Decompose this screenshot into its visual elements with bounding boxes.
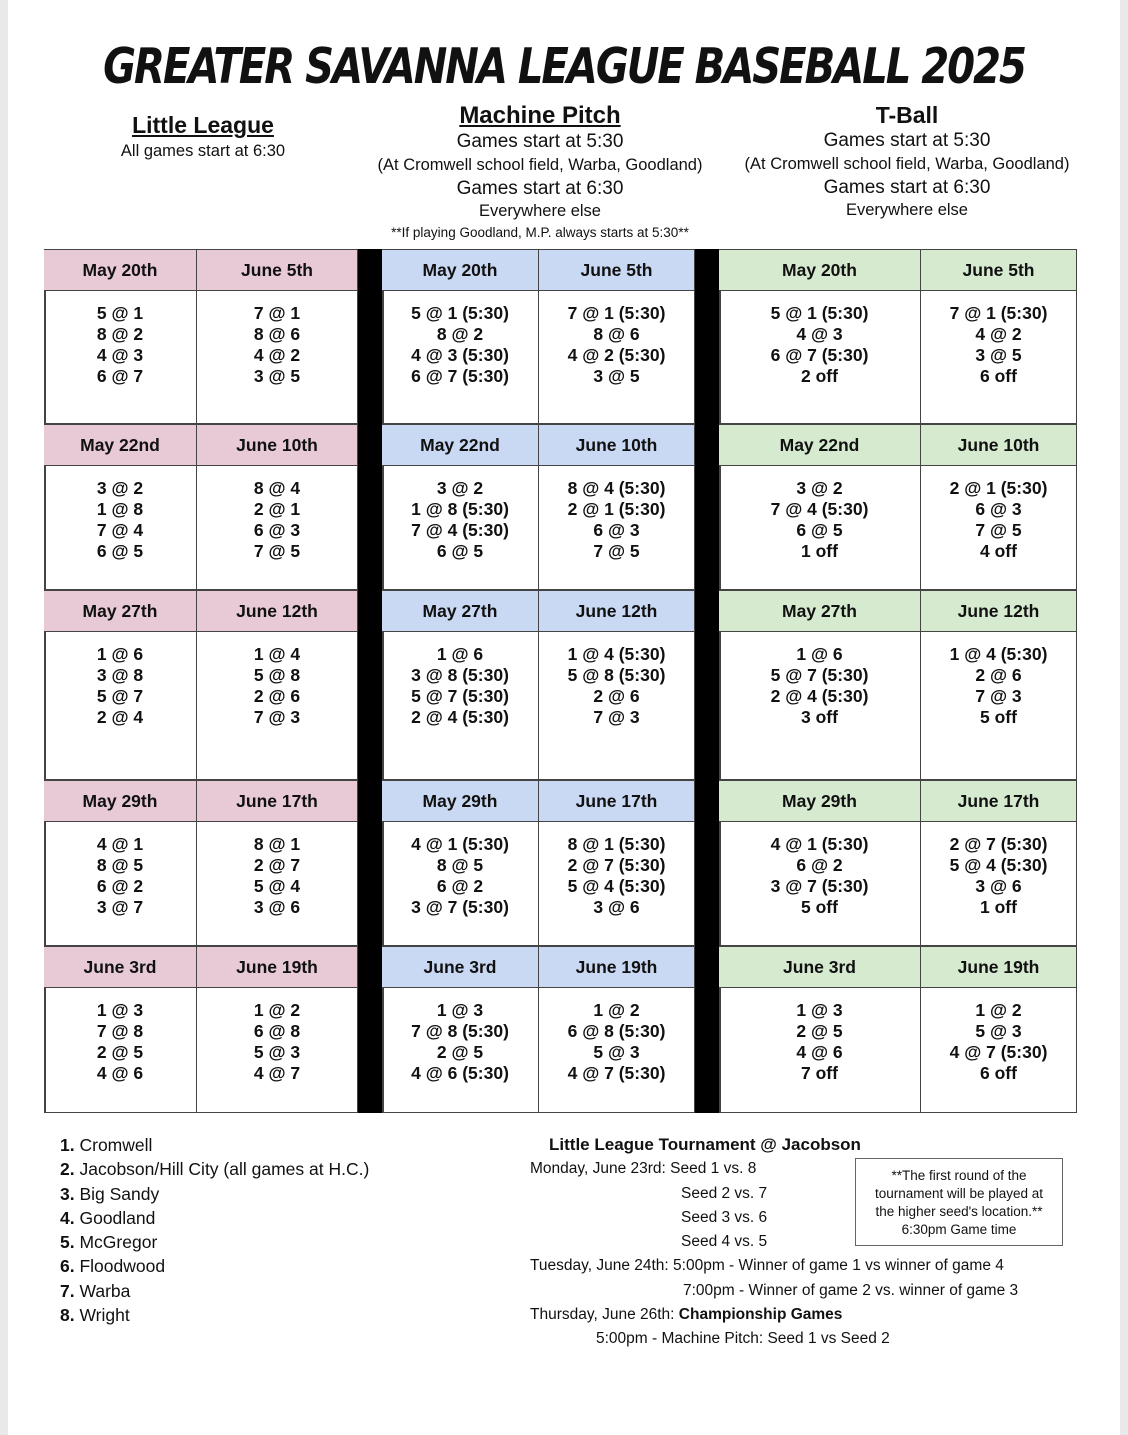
games-cell	[382, 466, 539, 590]
team-item	[60, 1303, 369, 1327]
game-matchup: 7 @ 4 (5:30)	[770, 499, 869, 519]
game-matchup: 5 @ 1 (5:30)	[770, 303, 869, 323]
machine-pitch-heading: Machine Pitch	[459, 102, 621, 129]
games-cell	[382, 822, 539, 946]
game-matchup: 4 @ 3 (5:30)	[411, 345, 509, 365]
games-cell	[539, 822, 695, 946]
game-matchup: 7 @ 8	[96, 1021, 144, 1041]
page-title: GREATER SAVANNA LEAGUE BASEBALL 2025	[103, 38, 1025, 95]
game-matchup: 2 @ 7	[253, 855, 301, 875]
note-line: 6:30pm Game time	[901, 1222, 1017, 1237]
team-item	[60, 1254, 369, 1278]
game-matchup: 7 @ 3	[593, 707, 640, 727]
game-matchup: 1 @ 4	[253, 644, 301, 664]
game-matchup: 1 @ 2	[593, 1000, 640, 1020]
games-cell	[44, 466, 197, 590]
game-matchup: 5 @ 4	[253, 876, 301, 896]
game-matchup: 6 @ 3	[253, 520, 301, 540]
team-name: McGregor	[79, 1232, 158, 1253]
game-matchup: 6 off	[980, 366, 1017, 386]
column-divider	[358, 249, 382, 1113]
game-matchup: 3 @ 7 (5:30)	[411, 897, 509, 917]
game-matchup: 1 @ 6	[796, 644, 843, 664]
game-matchup: 8 @ 1 (5:30)	[567, 834, 666, 854]
game-matchup: 2 @ 5	[436, 1042, 484, 1062]
game-matchup: 2 @ 7 (5:30)	[567, 855, 666, 875]
date-header: June 19th	[539, 946, 695, 988]
little-league-heading: Little League	[132, 112, 274, 138]
seed-matchup: Seed 4 vs. 5	[681, 1233, 768, 1251]
games-cell	[44, 291, 197, 424]
machine-pitch-line2: (At Cromwell school field, Warba, Goodland)	[377, 155, 703, 174]
team-item	[60, 1279, 369, 1303]
team-number: 6.	[60, 1256, 75, 1277]
machine-pitch-line1: Games start at 5:30	[456, 131, 624, 152]
team-number: 5.	[60, 1232, 75, 1253]
team-item	[60, 1206, 369, 1230]
game-matchup: 5 @ 8 (5:30)	[567, 665, 666, 685]
team-name: Warba	[79, 1280, 131, 1301]
little-league-header	[60, 112, 346, 161]
game-matchup: 1 @ 2	[975, 1000, 1022, 1020]
game-matchup: 2 @ 4	[96, 707, 144, 727]
game-matchup: 4 @ 2	[253, 345, 301, 365]
team-name: Cromwell	[79, 1135, 153, 1155]
game-matchup: 3 @ 7 (5:30)	[770, 876, 869, 896]
games-cell	[719, 632, 921, 780]
date-header: June 17th	[539, 780, 695, 822]
games-cell	[382, 988, 539, 1113]
team-number: 7.	[60, 1280, 75, 1301]
game-matchup: 2 off	[801, 366, 838, 386]
game-matchup: 1 @ 3	[436, 1000, 484, 1020]
game-matchup: 7 @ 8 (5:30)	[411, 1021, 509, 1041]
date-header: June 19th	[197, 946, 358, 988]
team-item	[60, 1157, 369, 1181]
tuesday-label: Tuesday, June 24th:	[530, 1257, 669, 1275]
game-matchup: 8 @ 6	[593, 324, 640, 344]
game-matchup: 4 @ 1	[96, 834, 144, 854]
game-matchup: 3 @ 6	[975, 876, 1022, 896]
game-matchup: 2 @ 1 (5:30)	[949, 478, 1048, 498]
date-header: June 12th	[197, 590, 358, 632]
games-cell	[197, 632, 358, 780]
machine-pitch-line4: Everywhere else	[479, 202, 601, 220]
date-header: June 10th	[197, 424, 358, 466]
game-matchup: 7 @ 1 (5:30)	[567, 303, 666, 323]
games-cell	[539, 632, 695, 780]
games-cell	[719, 466, 921, 590]
date-header: June 5th	[921, 249, 1077, 291]
game-matchup: 4 @ 1 (5:30)	[770, 834, 869, 854]
date-header: May 22nd	[382, 424, 539, 466]
game-matchup: 5 @ 8	[253, 665, 301, 685]
game-matchup: 4 @ 6 (5:30)	[411, 1063, 509, 1083]
team-name: Big Sandy	[79, 1183, 160, 1204]
date-header: May 27th	[382, 590, 539, 632]
game-matchup: 8 @ 5	[96, 855, 144, 875]
date-header: May 20th	[719, 249, 921, 291]
game-matchup: 8 @ 2	[96, 324, 144, 344]
game-matchup: 3 @ 5	[253, 366, 301, 386]
game-matchup: 7 @ 4 (5:30)	[411, 520, 509, 540]
game-matchup: 6 @ 3	[975, 499, 1022, 519]
games-cell	[197, 822, 358, 946]
date-header: June 3rd	[382, 946, 539, 988]
team-number: 4.	[60, 1207, 75, 1228]
game-matchup: 5 @ 7 (5:30)	[770, 665, 869, 685]
game-matchup: 7 @ 4	[96, 520, 144, 540]
game-matchup: 1 @ 6	[436, 644, 484, 664]
game-matchup: 4 off	[980, 541, 1017, 561]
machine-pitch-header	[355, 102, 725, 243]
game-matchup: 3 off	[801, 707, 838, 727]
game-matchup: 1 @ 4 (5:30)	[567, 644, 666, 664]
date-header: May 29th	[44, 780, 197, 822]
games-cell	[539, 988, 695, 1113]
game-matchup: 2 @ 6	[975, 665, 1022, 685]
game-matchup: 3 @ 8	[96, 665, 144, 685]
games-cell	[382, 291, 539, 424]
schedule-grid	[44, 249, 1078, 1113]
game-matchup: 4 @ 6	[96, 1063, 144, 1083]
game-matchup: 3 @ 6	[593, 897, 640, 917]
game-matchup: 6 @ 5	[436, 541, 484, 561]
game-matchup: 1 @ 8	[96, 499, 144, 519]
game-matchup: 5 @ 7 (5:30)	[411, 686, 509, 706]
games-cell	[44, 632, 197, 780]
game-matchup: 7 @ 5	[253, 541, 301, 561]
game-matchup: 7 @ 5	[975, 520, 1022, 540]
games-cell	[921, 466, 1077, 590]
team-number: 1.	[60, 1135, 75, 1155]
game-matchup: 4 @ 6	[796, 1042, 843, 1062]
game-matchup: 4 @ 2	[975, 324, 1022, 344]
game-matchup: 4 @ 7 (5:30)	[949, 1042, 1048, 1062]
games-cell	[921, 822, 1077, 946]
game-matchup: 3 @ 2	[436, 478, 484, 498]
tuesday-game: 7:00pm - Winner of game 2 vs. winner of game 3	[683, 1281, 1019, 1299]
game-matchup: 1 @ 6	[96, 644, 144, 664]
game-matchup: 8 @ 5	[436, 855, 484, 875]
column-divider	[695, 249, 719, 1113]
game-matchup: 7 @ 1 (5:30)	[949, 303, 1048, 323]
games-cell	[921, 291, 1077, 424]
game-matchup: 2 @ 6	[253, 686, 301, 706]
date-header: June 19th	[921, 946, 1077, 988]
championship-game: 5:00pm - Machine Pitch: Seed 1 vs Seed 2	[596, 1330, 890, 1348]
game-matchup: 2 @ 5	[96, 1042, 144, 1062]
game-matchup: 6 off	[980, 1063, 1017, 1083]
games-cell	[539, 291, 695, 424]
game-matchup: 3 @ 6	[253, 897, 301, 917]
game-matchup: 8 @ 1	[253, 834, 301, 854]
tball-line3: Games start at 6:30	[823, 176, 991, 198]
game-matchup: 6 @ 5	[96, 541, 144, 561]
date-header: June 17th	[197, 780, 358, 822]
game-matchup: 1 @ 4 (5:30)	[949, 644, 1048, 664]
game-matchup: 6 @ 2	[796, 855, 843, 875]
date-header: May 22nd	[719, 424, 921, 466]
game-matchup: 5 off	[980, 707, 1017, 727]
tball-line2: (At Cromwell school field, Warba, Goodland)	[744, 154, 1070, 173]
games-cell	[44, 822, 197, 946]
team-number: 2.	[60, 1159, 75, 1180]
tball-header	[722, 102, 1092, 222]
game-matchup: 8 @ 2	[436, 324, 484, 344]
game-matchup: 6 @ 7 (5:30)	[770, 345, 869, 365]
game-matchup: 1 off	[980, 897, 1017, 917]
game-matchup: 1 @ 3	[96, 1000, 144, 1020]
machine-pitch-line3: Games start at 6:30	[456, 177, 624, 199]
games-cell	[382, 632, 539, 780]
game-matchup: 2 @ 4 (5:30)	[411, 707, 509, 727]
seed-matchup: Seed 1 vs. 8	[670, 1160, 757, 1178]
games-cell	[197, 466, 358, 590]
team-name: Floodwood	[79, 1256, 166, 1277]
game-matchup: 6 @ 5	[796, 520, 843, 540]
game-matchup: 5 @ 3	[253, 1042, 301, 1062]
game-matchup: 3 @ 2	[796, 478, 843, 498]
game-matchup: 5 @ 3	[593, 1042, 640, 1062]
game-matchup: 1 @ 3	[796, 1000, 843, 1020]
game-matchup: 1 @ 8 (5:30)	[411, 499, 509, 519]
tball-line4: Everywhere else	[846, 201, 968, 219]
date-header: June 10th	[539, 424, 695, 466]
date-header: May 27th	[719, 590, 921, 632]
game-matchup: 8 @ 4 (5:30)	[567, 478, 666, 498]
date-header: May 20th	[382, 249, 539, 291]
championship-label: Championship Games	[678, 1306, 843, 1324]
team-number: 8.	[60, 1305, 75, 1326]
games-cell	[921, 988, 1077, 1113]
date-header: May 29th	[719, 780, 921, 822]
tball-heading: T-Ball	[875, 102, 939, 128]
game-matchup: 1 @ 2	[253, 1000, 301, 1020]
game-matchup: 3 @ 5	[975, 345, 1022, 365]
machine-pitch-note: **If playing Goodland, M.P. always starts at 5:30**	[391, 225, 689, 240]
game-matchup: 8 @ 6	[253, 324, 301, 344]
game-matchup: 8 @ 4	[253, 478, 301, 498]
game-matchup: 2 @ 6	[593, 686, 640, 706]
date-header: June 5th	[197, 249, 358, 291]
date-header: June 3rd	[719, 946, 921, 988]
tournament-title: Little League Tournament @ Jacobson	[549, 1135, 861, 1154]
game-matchup: 3 @ 7	[96, 897, 144, 917]
game-matchup: 6 @ 8	[253, 1021, 301, 1041]
games-cell	[197, 988, 358, 1113]
date-header: May 22nd	[44, 424, 197, 466]
game-matchup: 5 @ 1	[96, 303, 144, 323]
team-item	[60, 1182, 369, 1206]
game-matchup: 6 @ 2	[96, 876, 144, 896]
tournament-note-box	[855, 1158, 1063, 1246]
note-line: tournament will be played at	[874, 1186, 1044, 1201]
game-matchup: 6 @ 3	[593, 520, 640, 540]
team-name: Jacobson/Hill City (all games at H.C.)	[79, 1159, 370, 1180]
date-header: May 27th	[44, 590, 197, 632]
seed-matchup: Seed 2 vs. 7	[681, 1184, 768, 1202]
date-header: June 12th	[539, 590, 695, 632]
game-matchup: 7 @ 5	[593, 541, 640, 561]
game-matchup: 4 @ 1 (5:30)	[411, 834, 509, 854]
games-cell	[719, 988, 921, 1113]
game-matchup: 7 @ 3	[975, 686, 1022, 706]
game-matchup: 2 @ 5	[796, 1021, 843, 1041]
note-line: **The first round of the	[891, 1168, 1027, 1183]
team-name: Goodland	[79, 1207, 156, 1228]
game-matchup: 2 @ 1	[253, 499, 301, 519]
game-matchup: 6 @ 7	[96, 366, 144, 386]
note-line: the higher seed's location.**	[875, 1204, 1043, 1219]
tuesday-game: 5:00pm - Winner of game 1 vs winner of game 4	[673, 1257, 1004, 1275]
date-header: June 5th	[539, 249, 695, 291]
games-cell	[719, 822, 921, 946]
game-matchup: 7 @ 1	[253, 303, 301, 323]
team-name: Wright	[79, 1305, 130, 1326]
little-league-start-time: All games start at 6:30	[120, 142, 286, 160]
game-matchup: 5 off	[801, 897, 838, 917]
team-item	[60, 1133, 369, 1157]
team-item	[60, 1230, 369, 1254]
thursday-label: Thursday, June 26th:	[530, 1306, 675, 1324]
team-list	[60, 1133, 369, 1327]
seed-matchup: Seed 3 vs. 6	[681, 1208, 768, 1226]
game-matchup: 2 @ 7 (5:30)	[949, 834, 1048, 854]
game-matchup: 6 @ 7 (5:30)	[411, 366, 509, 386]
game-matchup: 2 @ 4 (5:30)	[770, 686, 869, 706]
game-matchup: 5 @ 7	[96, 686, 144, 706]
game-matchup: 3 @ 2	[96, 478, 144, 498]
date-header: May 20th	[44, 249, 197, 291]
games-cell	[197, 291, 358, 424]
games-cell	[719, 291, 921, 424]
date-header: May 29th	[382, 780, 539, 822]
game-matchup: 5 @ 3	[975, 1021, 1022, 1041]
games-cell	[921, 632, 1077, 780]
tball-line1: Games start at 5:30	[823, 130, 991, 151]
game-matchup: 7 @ 3	[253, 707, 301, 727]
games-cell	[539, 466, 695, 590]
game-matchup: 5 @ 4 (5:30)	[949, 855, 1048, 875]
games-cell	[44, 988, 197, 1113]
date-header: June 3rd	[44, 946, 197, 988]
game-matchup: 3 @ 5	[593, 366, 640, 386]
game-matchup: 5 @ 4 (5:30)	[567, 876, 666, 896]
date-header: June 17th	[921, 780, 1077, 822]
game-matchup: 4 @ 2 (5:30)	[567, 345, 666, 365]
game-matchup: 6 @ 8 (5:30)	[567, 1021, 666, 1041]
game-matchup: 5 @ 1 (5:30)	[411, 303, 509, 323]
game-matchup: 7 off	[801, 1063, 838, 1083]
game-matchup: 4 @ 7	[253, 1063, 301, 1083]
game-matchup: 1 off	[801, 541, 838, 561]
team-number: 3.	[60, 1183, 75, 1204]
monday-label: Monday, June 23rd:	[530, 1160, 666, 1178]
game-matchup: 3 @ 8 (5:30)	[411, 665, 509, 685]
game-matchup: 4 @ 3	[96, 345, 144, 365]
game-matchup: 2 @ 1 (5:30)	[567, 499, 666, 519]
date-header: June 10th	[921, 424, 1077, 466]
game-matchup: 4 @ 7 (5:30)	[567, 1063, 666, 1083]
date-header: June 12th	[921, 590, 1077, 632]
game-matchup: 4 @ 3	[796, 324, 843, 344]
game-matchup: 6 @ 2	[436, 876, 484, 896]
